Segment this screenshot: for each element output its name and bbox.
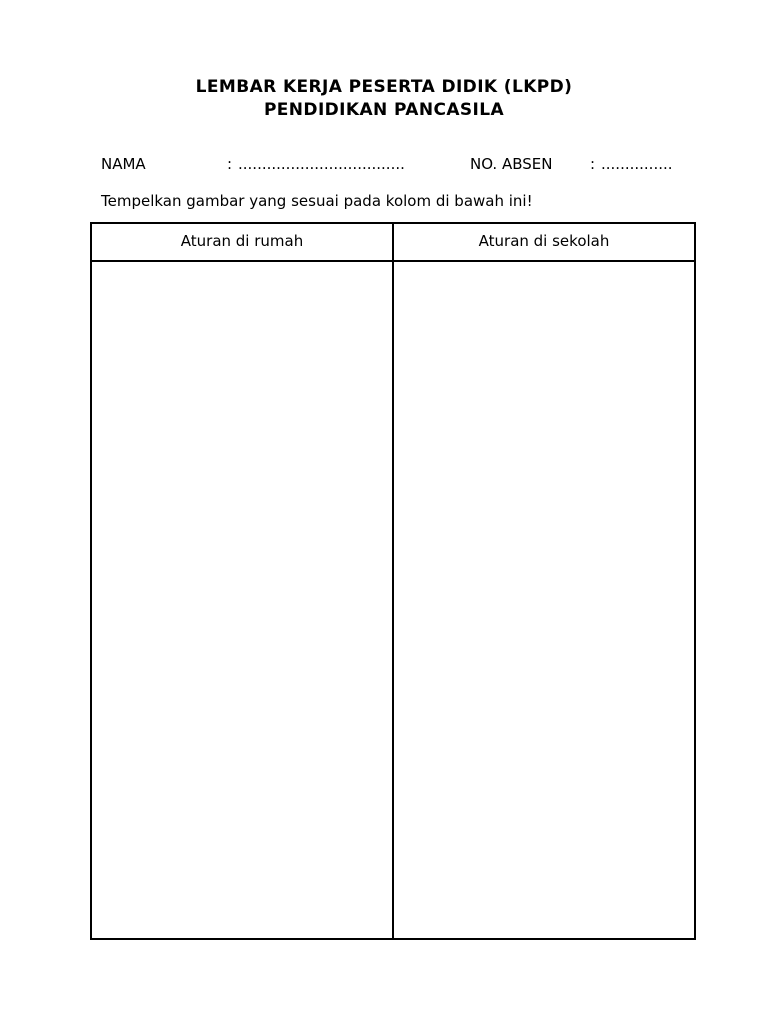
name-colon: : bbox=[227, 155, 233, 173]
instruction-text: Tempelkan gambar yang sesuai pada kolom di bawah ini! bbox=[101, 192, 533, 210]
paste-area-school-rules[interactable] bbox=[394, 262, 694, 938]
page-title: LEMBAR KERJA PESERTA DIDIK (LKPD) bbox=[195, 77, 573, 97]
paste-area-home-rules[interactable] bbox=[92, 262, 392, 938]
column-header-home-rules: Aturan di rumah bbox=[180, 232, 304, 250]
absen-colon: : bbox=[590, 155, 596, 173]
name-field[interactable]: ................................... bbox=[238, 155, 405, 173]
name-label: NAMA bbox=[101, 155, 146, 173]
column-header-school-rules: Aturan di sekolah bbox=[478, 232, 610, 250]
absen-label: NO. ABSEN bbox=[470, 155, 553, 173]
page-subtitle: PENDIDIKAN PANCASILA bbox=[263, 100, 505, 120]
absen-field[interactable]: ............... bbox=[601, 155, 673, 173]
worksheet-table bbox=[90, 222, 696, 940]
